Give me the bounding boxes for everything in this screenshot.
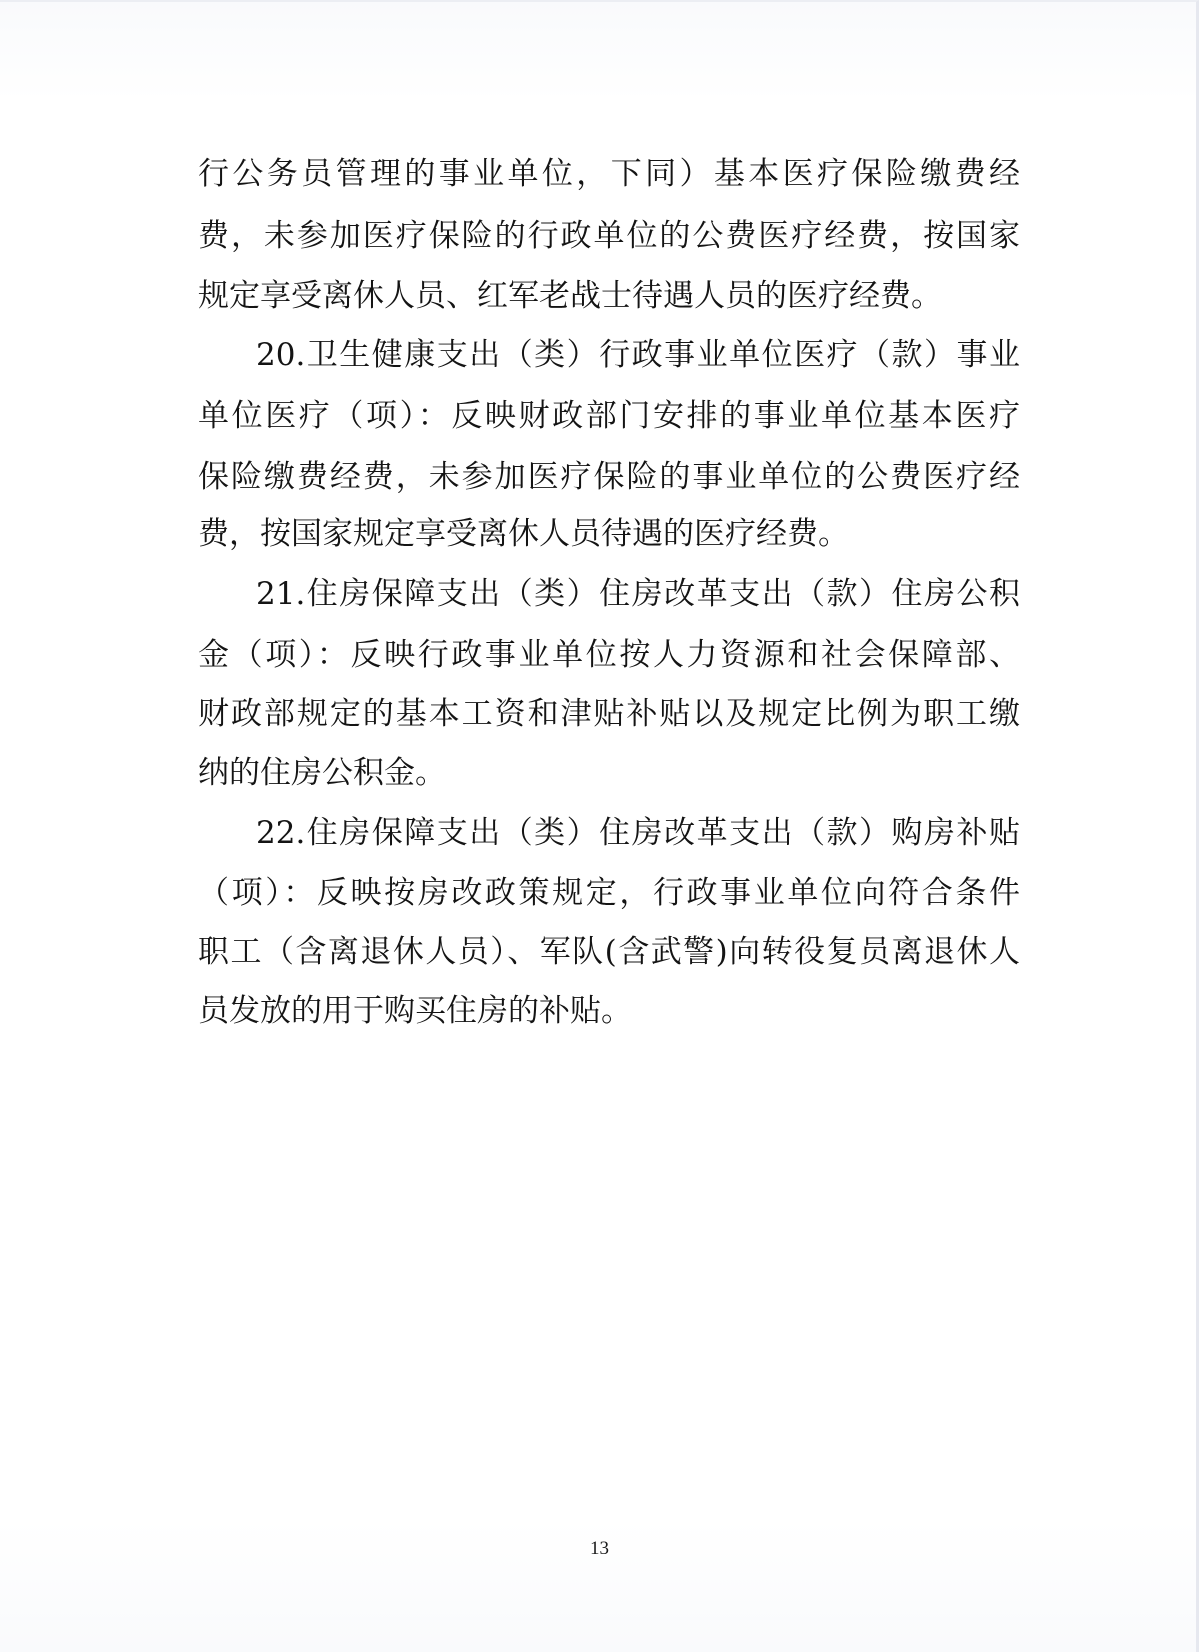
paragraph-22-heading-line: 22.住房保障支出（类）住房改革支出（款）购房补贴 <box>256 815 1020 851</box>
text-line: 行公务员管理的事业单位，下同）基本医疗保险缴费经 <box>198 156 1020 192</box>
paragraph-20-heading-line: 20.卫生健康支出（类）行政事业单位医疗（款）事业 <box>256 337 1020 373</box>
text-line: 保险缴费经费，未参加医疗保险的事业单位的公费医疗经 <box>198 459 1020 495</box>
text-line: 财政部规定的基本工资和津贴补贴以及规定比例为职工缴 <box>198 696 1020 732</box>
page-number: 13 <box>590 1538 609 1559</box>
text-line: 职工（含离退休人员）、军队(含武警)向转役复员离退休人 <box>198 934 1020 970</box>
text-line: 员发放的用于购买住房的补贴。 <box>198 993 632 1029</box>
text-line: 纳的住房公积金。 <box>198 755 446 791</box>
text-line: 单位医疗（项）：反映财政部门安排的事业单位基本医疗 <box>198 398 1020 434</box>
text-line: （项）：反映按房改政策规定，行政事业单位向符合条件 <box>198 875 1020 911</box>
text-line: 费，按国家规定享受离休人员待遇的医疗经费。 <box>198 516 849 552</box>
text-line: 费，未参加医疗保险的行政单位的公费医疗经费，按国家 <box>198 218 1020 254</box>
text-line: 规定享受离休人员、红军老战士待遇人员的医疗经费。 <box>198 278 942 314</box>
paragraph-21-heading-line: 21.住房保障支出（类）住房改革支出（款）住房公积 <box>256 576 1020 612</box>
text-line: 金（项）：反映行政事业单位按人力资源和社会保障部、 <box>198 637 1020 673</box>
